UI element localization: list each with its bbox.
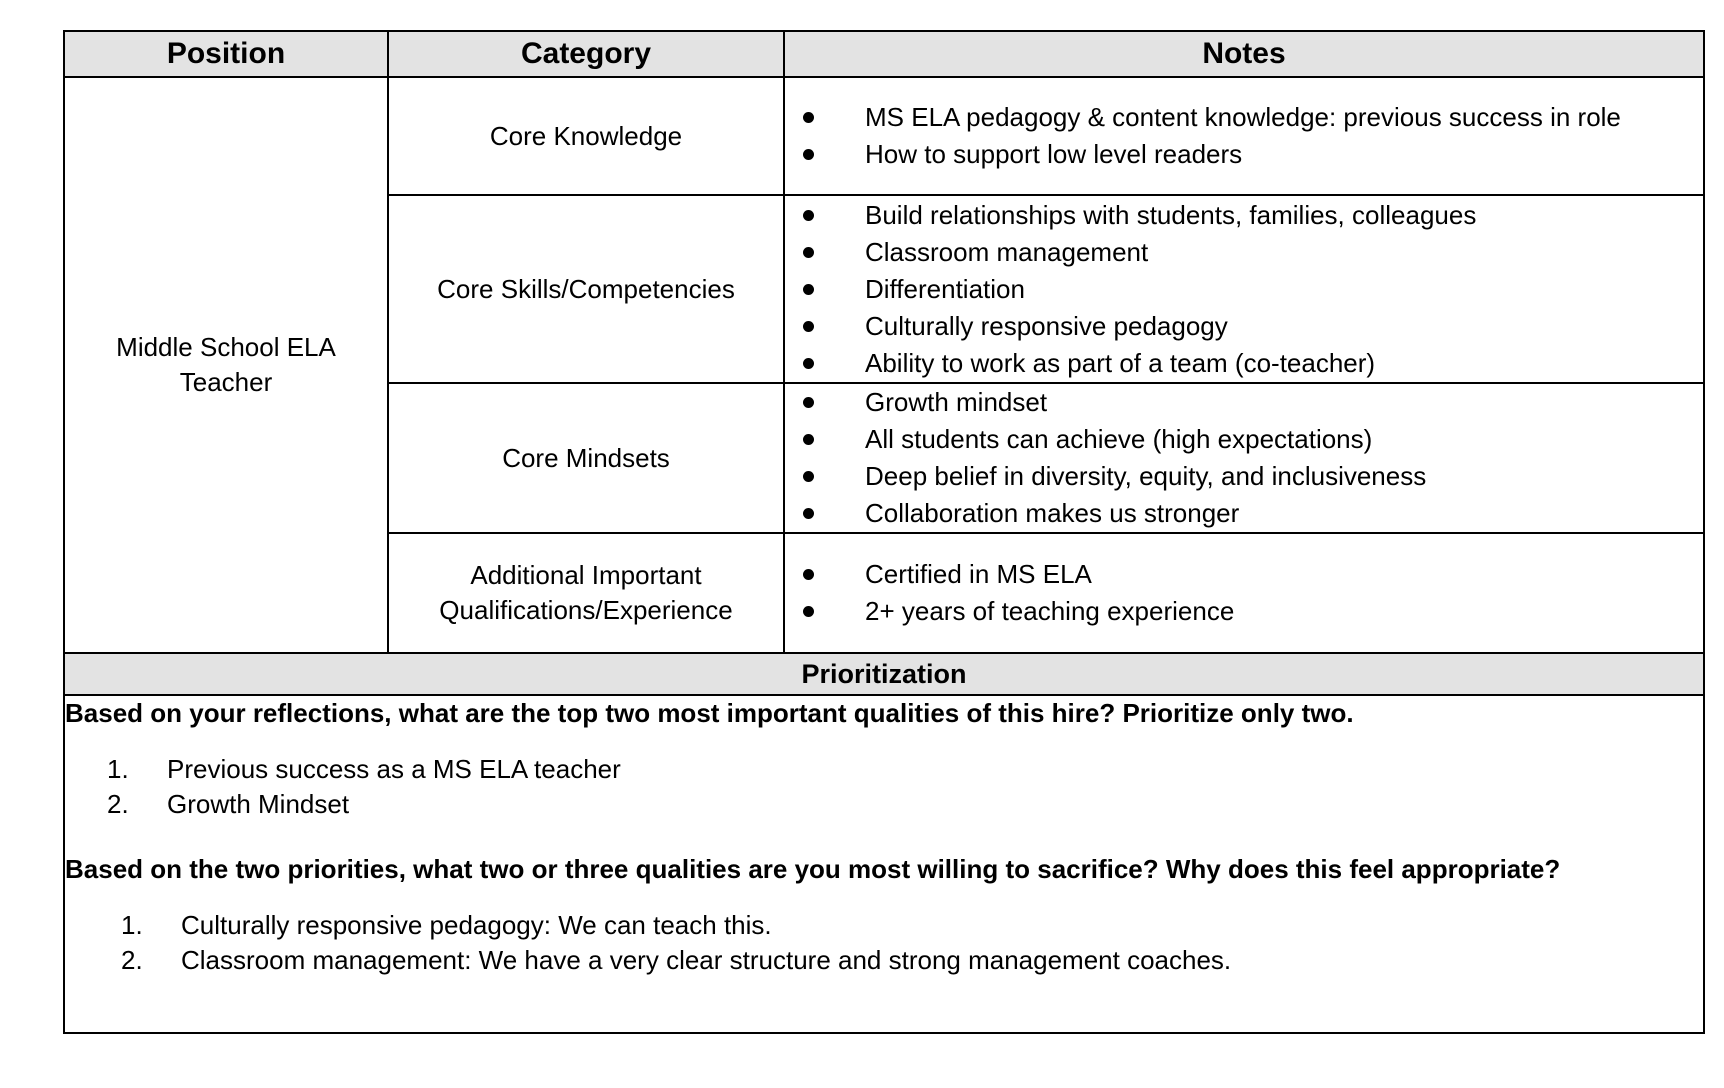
list-item bbox=[785, 308, 1703, 345]
bullet-icon bbox=[803, 569, 814, 580]
hiring-criteria-table bbox=[63, 30, 1705, 1034]
bullet-icon bbox=[803, 210, 814, 221]
answer-text: Growth Mindset bbox=[167, 789, 350, 819]
category-cell bbox=[388, 195, 784, 383]
list-item bbox=[785, 345, 1703, 382]
note-text: 2+ years of teaching experience bbox=[865, 596, 1235, 626]
list-item bbox=[785, 458, 1703, 495]
category-cell bbox=[388, 383, 784, 533]
category-label: Core Mindsets bbox=[502, 442, 670, 473]
prioritization-body-row bbox=[64, 695, 1704, 1033]
prioritization-body bbox=[64, 695, 1704, 1033]
bullet-icon bbox=[803, 284, 814, 295]
note-text: Differentiation bbox=[865, 273, 1025, 304]
table-row bbox=[64, 77, 1704, 195]
notes-list bbox=[785, 197, 1703, 382]
bullet-icon bbox=[803, 321, 814, 332]
answers-sacrifice bbox=[65, 908, 1703, 978]
prioritization-title: Prioritization bbox=[64, 653, 1704, 695]
question-sacrifice: Based on the two priorities, what two or three qualities are you most willing to sacrifice? Why does this feel appropriate? bbox=[65, 854, 1561, 884]
note-text: MS ELA pedagogy & content knowledge: previous success in role bbox=[865, 102, 1621, 132]
notes-list bbox=[785, 99, 1703, 173]
list-item bbox=[785, 556, 1703, 593]
list-number: 1. bbox=[107, 754, 129, 784]
list-item bbox=[65, 787, 1703, 822]
category-label: Core Knowledge bbox=[489, 120, 683, 151]
bullet-icon bbox=[803, 434, 814, 445]
note-text: Collaboration makes us stronger bbox=[865, 498, 1240, 528]
position-line: Middle School ELA bbox=[116, 332, 336, 362]
note-text: Culturally responsive pedagogy bbox=[865, 310, 1228, 341]
category-label: Qualifications/Experience bbox=[439, 595, 733, 625]
category-label: Core Skills/Competencies bbox=[437, 273, 735, 304]
category-label: Additional Important bbox=[470, 560, 702, 590]
header-category: Category bbox=[388, 31, 784, 77]
notes-cell bbox=[784, 195, 1704, 383]
category-cell bbox=[388, 533, 784, 653]
notes-cell bbox=[784, 77, 1704, 195]
list-item bbox=[785, 136, 1703, 173]
answer-text: Previous success as a MS ELA teacher bbox=[167, 754, 621, 784]
bullet-icon bbox=[803, 606, 814, 617]
note-text: Deep belief in diversity, equity, and inclusiveness bbox=[865, 461, 1427, 491]
bullet-icon bbox=[803, 247, 814, 258]
answers-top-qualities bbox=[65, 752, 1703, 822]
bullet-icon bbox=[803, 397, 814, 408]
notes-list bbox=[785, 556, 1703, 630]
bullet-icon bbox=[803, 149, 814, 160]
position-line: Teacher bbox=[179, 367, 273, 397]
note-text: All students can achieve (high expectations) bbox=[865, 424, 1373, 454]
list-item bbox=[785, 384, 1703, 421]
list-number: 2. bbox=[107, 789, 129, 819]
prioritization-header-row bbox=[64, 653, 1704, 695]
note-text: Build relationships with students, families, colleagues bbox=[865, 199, 1477, 230]
note-text: Certified in MS ELA bbox=[865, 559, 1092, 589]
bullet-icon bbox=[803, 471, 814, 482]
list-item bbox=[785, 593, 1703, 630]
list-number: 2. bbox=[121, 945, 143, 975]
bullet-icon bbox=[803, 112, 814, 123]
list-item bbox=[785, 495, 1703, 532]
note-text: How to support low level readers bbox=[865, 139, 1243, 169]
list-item bbox=[785, 99, 1703, 136]
category-cell bbox=[388, 77, 784, 195]
note-text: Classroom management bbox=[865, 236, 1149, 267]
notes-cell bbox=[784, 383, 1704, 533]
list-item bbox=[65, 752, 1703, 787]
list-item bbox=[785, 421, 1703, 458]
header-notes: Notes bbox=[784, 31, 1704, 77]
bullet-icon bbox=[803, 358, 814, 369]
bullet-icon bbox=[803, 508, 814, 519]
answer-text: Culturally responsive pedagogy: We can teach this. bbox=[181, 910, 772, 940]
question-top-qualities: Based on your reflections, what are the top two most important qualities of this hire? Prioritize only two. bbox=[65, 698, 1354, 728]
list-item bbox=[785, 197, 1703, 234]
answer-text: Classroom management: We have a very clear structure and strong management coaches. bbox=[181, 945, 1232, 975]
list-item bbox=[785, 271, 1703, 308]
notes-list bbox=[785, 384, 1703, 532]
header-position: Position bbox=[64, 31, 388, 77]
document-page bbox=[63, 30, 1703, 1034]
header-row bbox=[64, 31, 1704, 77]
note-text: Growth mindset bbox=[865, 387, 1048, 417]
notes-cell bbox=[784, 533, 1704, 653]
list-item bbox=[785, 234, 1703, 271]
note-text: Ability to work as part of a team (co-teacher) bbox=[865, 347, 1376, 378]
list-item bbox=[65, 908, 1703, 943]
position-cell bbox=[64, 77, 388, 653]
list-number: 1. bbox=[121, 910, 143, 940]
list-item bbox=[65, 943, 1703, 978]
